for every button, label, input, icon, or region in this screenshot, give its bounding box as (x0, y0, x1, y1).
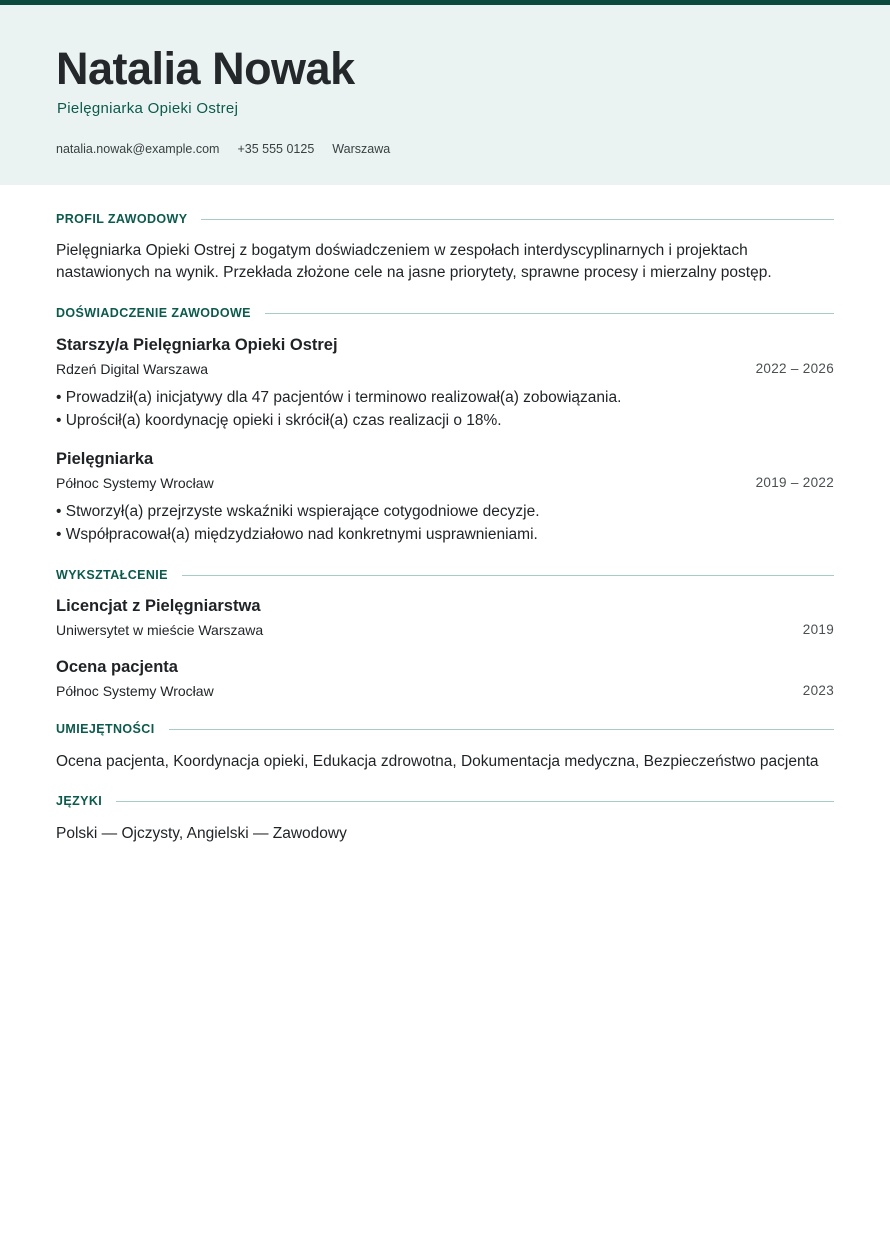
section-skills-heading (56, 722, 834, 736)
contact-phone[interactable]: +35 555 0125 (237, 142, 315, 156)
job-organization: Rdzeń Digital Warszawa (56, 361, 208, 377)
education-title: Licencjat z Pielęgniarstwa (56, 597, 261, 615)
contact-email[interactable]: natalia.nowak@example.com (56, 142, 220, 156)
job-bullet: • Współpracował(a) międzydziałowo nad konkretnymi usprawnieniami. (56, 524, 834, 547)
candidate-role: Pielęgniarka Opieki Ostrej (57, 100, 239, 117)
section-divider (265, 313, 834, 314)
job-bullet: • Prowadził(a) inicjatywy dla 47 pacjentów i terminowo realizował(a) zobowiązania. (56, 387, 834, 410)
section-divider (116, 801, 834, 802)
section-experience-heading (56, 306, 834, 320)
section-divider (169, 729, 834, 730)
profile-text: Pielęgniarka Opieki Ostrej z bogatym doświadczeniem w zespołach interdyscyplinarnych i projektach nastawionych na wynik. Przekłada złożone cele na jasne priorytety, sprawne procesy i mierzalny postęp. (56, 242, 772, 281)
job-title: Starszy/a Pielęgniarka Opieki Ostrej (56, 336, 338, 354)
section-divider (201, 219, 834, 220)
education-date: 2023 (802, 683, 834, 698)
job-bullet: • Stworzył(a) przejrzyste wskaźniki wspierające cotygodniowe decyzje. (56, 501, 834, 524)
candidate-name: Natalia Nowak (56, 43, 355, 94)
section-languages-heading (56, 794, 834, 808)
section-title: WYKSZTAŁCENIE (56, 568, 168, 582)
job-dates: 2019 – 2022 (755, 475, 834, 490)
job-title: Pielęgniarka (56, 450, 154, 468)
job-bullets (56, 387, 834, 432)
section-title: PROFIL ZAWODOWY (56, 212, 188, 226)
job-bullet: • Uprościł(a) koordynację opieki i skrócił(a) czas realizacji o 18%. (56, 410, 834, 433)
languages-text: Polski — Ojczysty, Angielski — Zawodowy (56, 825, 347, 842)
resume-header (0, 5, 890, 185)
job-organization: Północ Systemy Wrocław (56, 475, 214, 491)
contact-info (56, 142, 390, 156)
education-institution: Uniwersytet w mieście Warszawa (56, 622, 264, 638)
education-title: Ocena pacjenta (56, 658, 178, 676)
job-bullets (56, 501, 834, 546)
skills-text: Ocena pacjenta, Koordynacja opieki, Edukacja zdrowotna, Dokumentacja medyczna, Bezpieczeństwo pacjenta (56, 753, 819, 770)
education-institution: Północ Systemy Wrocław (56, 683, 214, 699)
section-divider (182, 575, 834, 576)
section-title: DOŚWIADCZENIE ZAWODOWE (56, 306, 251, 320)
education-date: 2019 (802, 622, 834, 637)
job-dates: 2022 – 2026 (755, 361, 834, 376)
section-title: JĘZYKI (56, 794, 103, 808)
section-profile-heading (56, 212, 834, 226)
section-education-heading (56, 568, 834, 582)
section-title: UMIEJĘTNOŚCI (56, 722, 155, 736)
contact-city: Warszawa (332, 142, 391, 156)
